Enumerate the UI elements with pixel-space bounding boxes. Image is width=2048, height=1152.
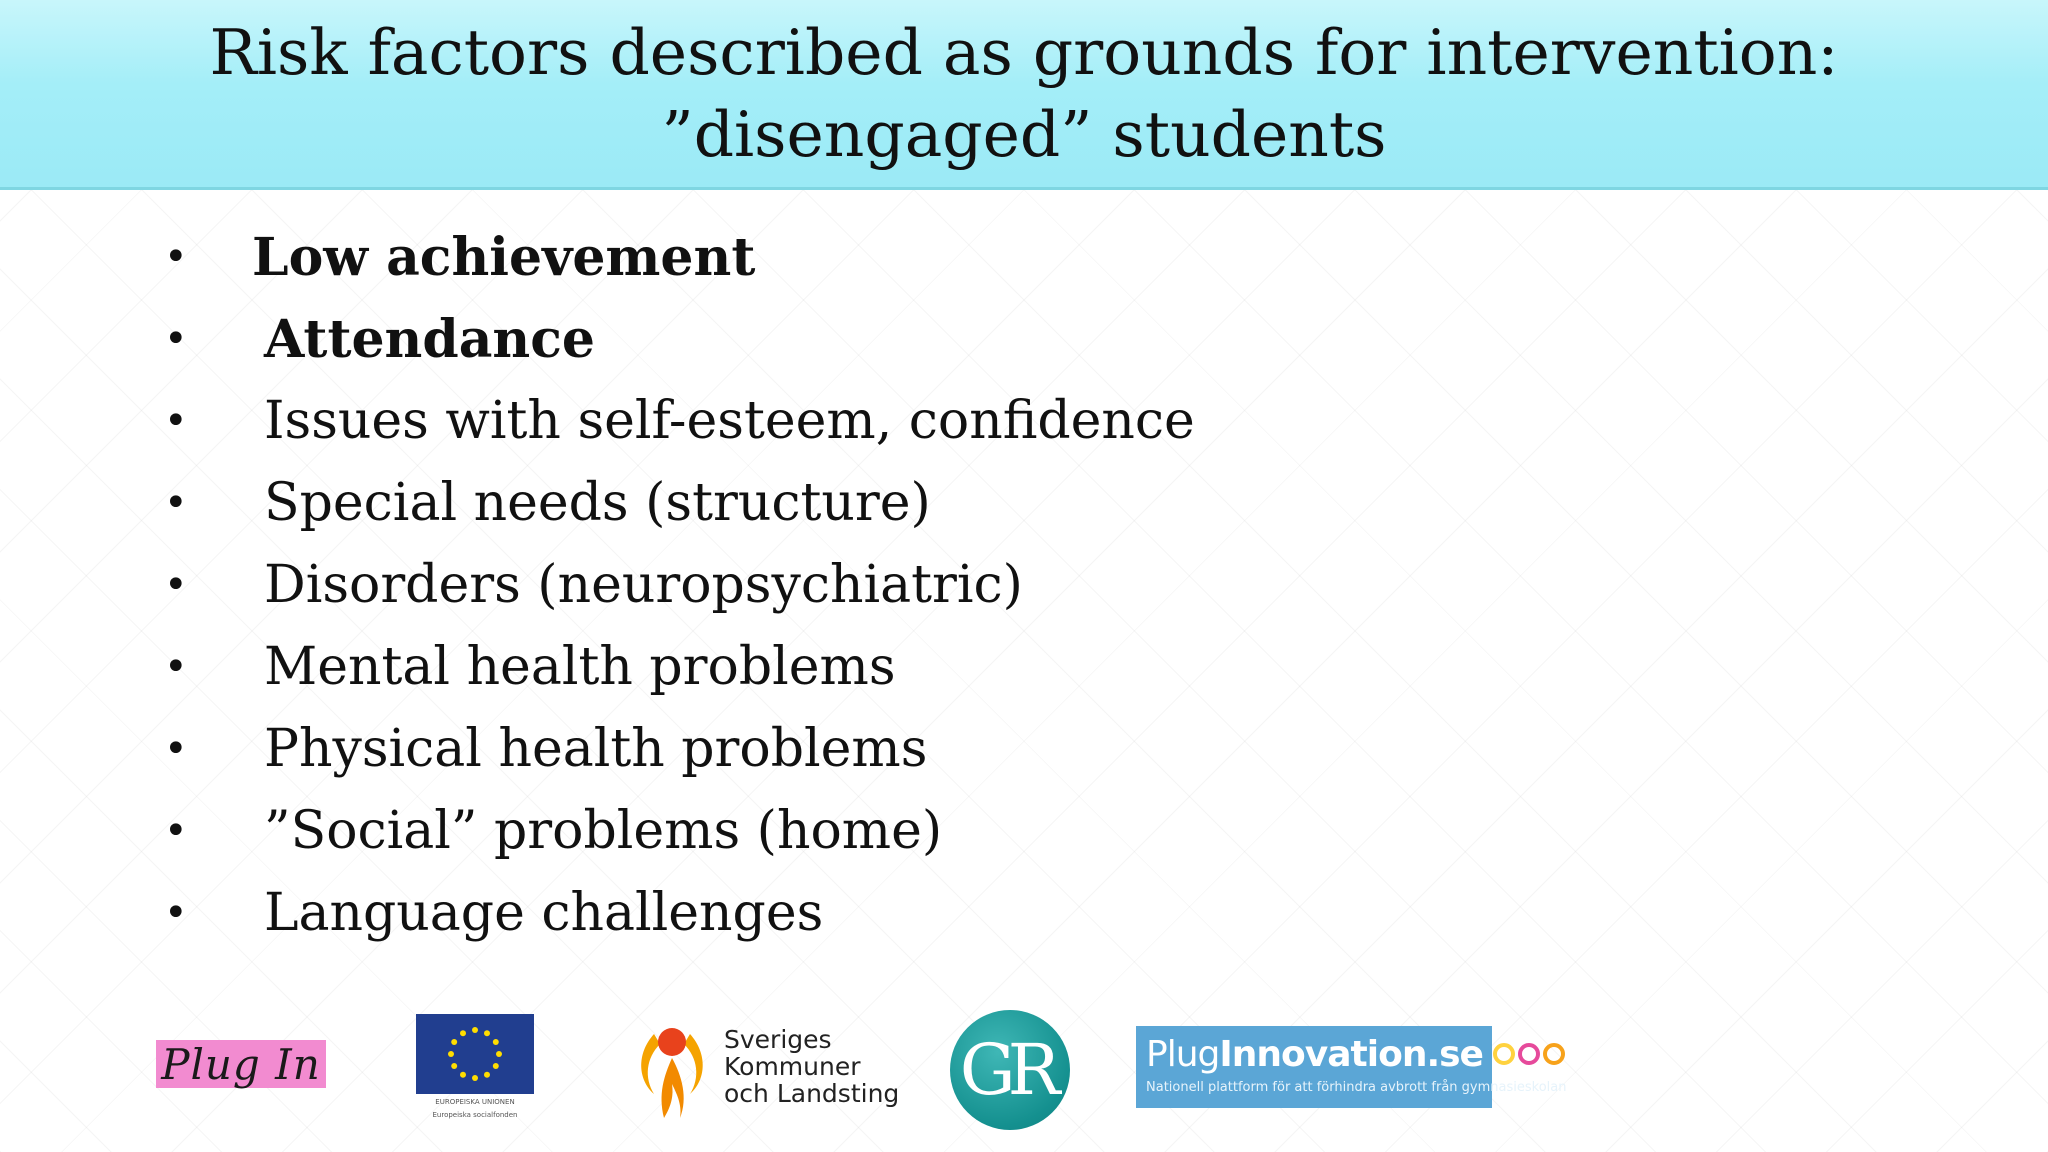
plug-innovation-dots-icon xyxy=(1493,1043,1568,1065)
skl-line-2: Kommuner xyxy=(724,1052,861,1081)
bullet-label: Disorders (neuropsychiatric) xyxy=(264,555,1023,615)
bullet-label: Mental health problems xyxy=(264,637,896,697)
bullet-item xyxy=(160,298,1195,380)
slide-title: Risk factors described as grounds for intervention: ”disengaged” students xyxy=(209,15,1839,171)
eu-caption-2: Europeiska socialfonden xyxy=(432,1111,518,1119)
bullet-marker: • xyxy=(164,562,188,608)
bullet-marker: • xyxy=(164,808,188,854)
bullet-label: Special needs (structure) xyxy=(264,473,931,533)
bullet-marker: • xyxy=(164,644,188,690)
bullet-item xyxy=(160,872,1195,954)
skl-emblem-icon xyxy=(634,1014,710,1124)
bullet-item xyxy=(160,462,1195,544)
bullet-marker: • xyxy=(164,316,188,362)
plug-innovation-tagline: Nationell plattform för att förhindra avbrott från gymnasieskolan xyxy=(1146,1080,1567,1095)
bullet-label: Physical health problems xyxy=(264,719,928,779)
bullet-label: Attendance xyxy=(264,308,595,370)
bullet-item xyxy=(160,216,1195,298)
plug-in-logo-text: Plug In xyxy=(161,1039,321,1089)
partner-logo-strip xyxy=(0,1000,2048,1140)
skl-logo xyxy=(634,1014,900,1124)
slide-title-bar xyxy=(0,0,2048,190)
bullet-item xyxy=(160,544,1195,626)
bullet-label: ”Social” problems (home) xyxy=(264,801,943,861)
bullet-item xyxy=(160,708,1195,790)
risk-factor-list xyxy=(160,216,1195,954)
bullet-marker: • xyxy=(164,890,188,936)
skl-wordmark xyxy=(724,1026,899,1107)
gr-logo-text: GR xyxy=(959,1029,1053,1111)
bullet-item xyxy=(160,380,1195,462)
bullet-label: Low achievement xyxy=(252,226,756,288)
bullet-label: Language challenges xyxy=(264,883,824,943)
bullet-marker: • xyxy=(164,726,188,772)
skl-line-3: och Landsting xyxy=(724,1079,900,1108)
eu-caption-1: EUROPEISKA UNIONEN xyxy=(435,1098,515,1106)
bullet-marker: • xyxy=(164,480,188,526)
eu-flag-logo xyxy=(416,1014,534,1118)
plug-innovation-name: PlugInnovation.se xyxy=(1146,1033,1483,1075)
bullet-marker: • xyxy=(164,234,188,280)
bullet-item xyxy=(160,626,1195,708)
plug-innovation-logo xyxy=(1136,1026,1567,1108)
bullet-item xyxy=(160,790,1195,872)
skl-line-1: Sveriges xyxy=(724,1025,832,1054)
plug-in-logo xyxy=(156,1040,326,1088)
eu-stars-icon xyxy=(416,1014,534,1094)
gr-logo xyxy=(950,1010,1070,1130)
bullet-label: Issues with self-esteem, confidence xyxy=(264,391,1195,451)
bullet-marker: • xyxy=(164,398,188,444)
eu-flag-icon xyxy=(416,1014,534,1094)
